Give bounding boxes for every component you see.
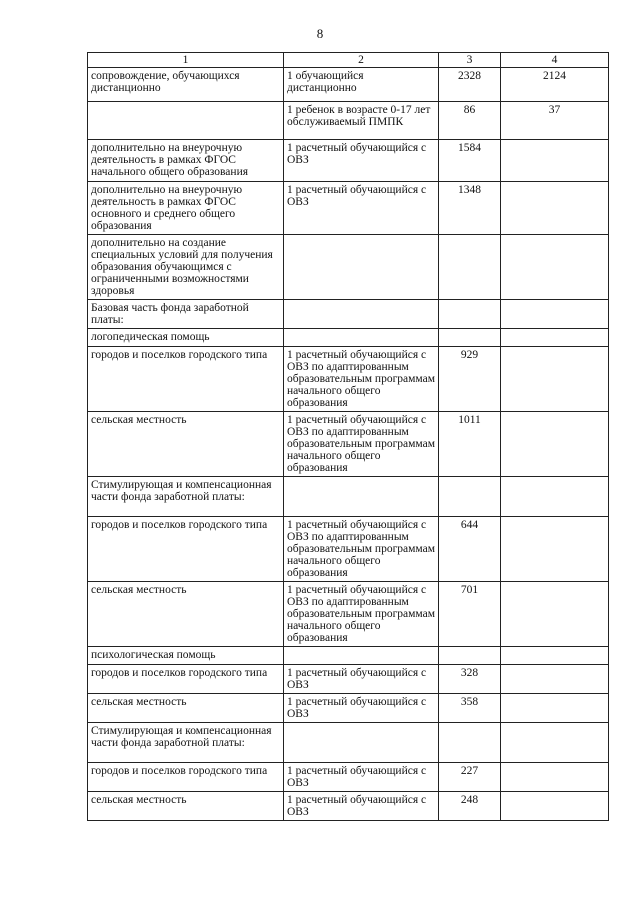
page-number: 8 (316, 26, 324, 41)
row-value-col4-cell (501, 300, 609, 329)
table-row (88, 412, 609, 477)
row-description-cell: сельская местность (88, 792, 284, 821)
row-value-col4-cell (501, 763, 609, 792)
row-value-col3-cell: 328 (439, 665, 501, 694)
row-unit-cell: 1 расчетный обучающийся с ОВЗ (284, 665, 439, 694)
row-value-col4-cell (501, 792, 609, 821)
column-header: 3 (439, 53, 501, 68)
row-description-cell: дополнительно на внеурочную деятельность в рамках ФГОС начального общего образования (88, 140, 284, 182)
table-row (88, 300, 609, 329)
row-description-cell: Стимулирующая и компенсационная части фонда заработной платы: (88, 477, 284, 517)
row-value-col4-cell (501, 647, 609, 665)
row-unit-cell: 1 расчетный обучающийся с ОВЗ (284, 182, 439, 235)
row-value-col3-cell: 701 (439, 582, 501, 647)
row-value-col3-cell: 2328 (439, 68, 501, 102)
row-description-cell (88, 102, 284, 140)
row-unit-cell: 1 расчетный обучающийся с ОВЗ по адаптированным образовательным программам начального общего образования (284, 517, 439, 582)
column-header: 1 (88, 53, 284, 68)
row-description-cell: сельская местность (88, 412, 284, 477)
column-header: 2 (284, 53, 439, 68)
table-row (88, 665, 609, 694)
row-value-col3-cell (439, 329, 501, 347)
row-unit-cell (284, 723, 439, 763)
row-value-col4-cell (501, 517, 609, 582)
table-row (88, 477, 609, 517)
row-value-col3-cell: 929 (439, 347, 501, 412)
row-description-cell: городов и поселков городского типа (88, 347, 284, 412)
row-value-col4-cell: 37 (501, 102, 609, 140)
row-value-col4-cell (501, 477, 609, 517)
row-unit-cell (284, 300, 439, 329)
table-row (88, 329, 609, 347)
table-row (88, 140, 609, 182)
row-unit-cell: 1 расчетный обучающийся с ОВЗ по адаптированным образовательным программам начального общего образования (284, 347, 439, 412)
row-unit-cell (284, 329, 439, 347)
table-row (88, 68, 609, 102)
row-value-col3-cell (439, 235, 501, 300)
row-description-cell: сопровождение, обучающихся дистанционно (88, 68, 284, 102)
row-value-col3-cell: 86 (439, 102, 501, 140)
row-description-cell: городов и поселков городского типа (88, 517, 284, 582)
row-unit-cell (284, 647, 439, 665)
row-description-cell: дополнительно на создание специальных условий для получения образования обучающимся с ограниченными возможностями здоровья (88, 235, 284, 300)
row-description-cell: городов и поселков городского типа (88, 665, 284, 694)
row-value-col3-cell: 644 (439, 517, 501, 582)
row-value-col4-cell (501, 235, 609, 300)
row-description-cell: Базовая часть фонда заработной платы: (88, 300, 284, 329)
row-value-col3-cell (439, 723, 501, 763)
row-unit-cell: 1 расчетный обучающийся с ОВЗ по адаптированным образовательным программам начального общего образования (284, 582, 439, 647)
row-description-cell: сельская местность (88, 694, 284, 723)
row-value-col3-cell: 358 (439, 694, 501, 723)
row-value-col3-cell (439, 647, 501, 665)
row-unit-cell: 1 расчетный обучающийся с ОВЗ (284, 140, 439, 182)
table-row (88, 517, 609, 582)
row-description-cell: логопедическая помощь (88, 329, 284, 347)
row-value-col3-cell: 227 (439, 763, 501, 792)
row-value-col4-cell (501, 694, 609, 723)
row-value-col3-cell: 1584 (439, 140, 501, 182)
row-value-col4-cell (501, 582, 609, 647)
row-unit-cell: 1 расчетный обучающийся с ОВЗ по адаптированным образовательным программам начального общего образования (284, 412, 439, 477)
table-row (88, 792, 609, 821)
table-row (88, 582, 609, 647)
row-value-col4-cell (501, 347, 609, 412)
row-unit-cell: 1 расчетный обучающийся с ОВЗ (284, 694, 439, 723)
table-row (88, 647, 609, 665)
row-description-cell: сельская местность (88, 582, 284, 647)
row-description-cell: Стимулирующая и компенсационная части фонда заработной платы: (88, 723, 284, 763)
table-row (88, 763, 609, 792)
data-table (87, 52, 609, 821)
table-row (88, 182, 609, 235)
row-value-col4-cell (501, 665, 609, 694)
table-row (88, 347, 609, 412)
table-row (88, 102, 609, 140)
table-row (88, 235, 609, 300)
row-description-cell: дополнительно на внеурочную деятельность в рамках ФГОС основного и среднего общего образования (88, 182, 284, 235)
row-value-col3-cell: 1348 (439, 182, 501, 235)
row-value-col4-cell (501, 140, 609, 182)
row-description-cell: городов и поселков городского типа (88, 763, 284, 792)
row-unit-cell (284, 235, 439, 300)
table-row (88, 694, 609, 723)
row-description-cell: психологическая помощь (88, 647, 284, 665)
row-value-col3-cell: 248 (439, 792, 501, 821)
row-unit-cell (284, 477, 439, 517)
row-unit-cell: 1 расчетный обучающийся с ОВЗ (284, 792, 439, 821)
row-unit-cell: 1 расчетный обучающийся с ОВЗ (284, 763, 439, 792)
row-value-col4-cell (501, 723, 609, 763)
row-value-col4-cell (501, 182, 609, 235)
row-value-col4-cell (501, 329, 609, 347)
table-header-row (88, 53, 609, 68)
row-unit-cell: 1 обучающийся дистанционно (284, 68, 439, 102)
row-value-col3-cell (439, 300, 501, 329)
row-value-col4-cell (501, 412, 609, 477)
row-value-col3-cell (439, 477, 501, 517)
column-header: 4 (501, 53, 609, 68)
row-unit-cell: 1 ребенок в возрасте 0-17 лет обслуживаемый ПМПК (284, 102, 439, 140)
table-row (88, 723, 609, 763)
row-value-col4-cell: 2124 (501, 68, 609, 102)
row-value-col3-cell: 1011 (439, 412, 501, 477)
